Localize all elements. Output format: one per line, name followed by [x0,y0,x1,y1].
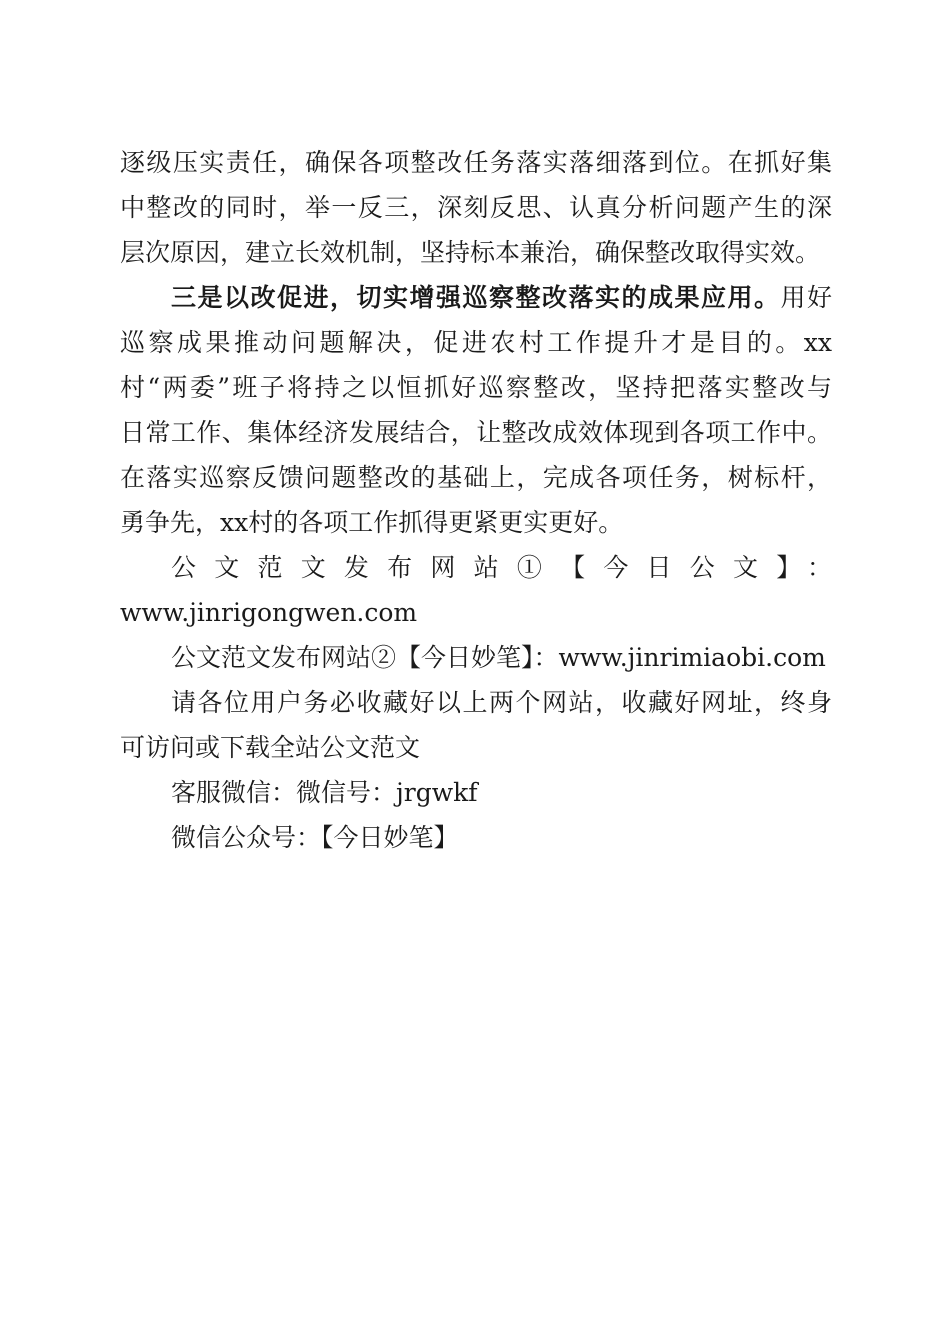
paragraph-heading: 三是以改促进，切实增强巡察整改落实的成果应用。 [171,283,781,312]
site1-label: 公文范文发布网站①【今日公文】： [171,553,832,582]
paragraph-line [120,275,832,320]
notice-line: 请各位用户务必收藏好以上两个网站，收藏好网址，终身 [171,688,832,717]
paragraph-line: 中整改的同时，举一反三，深刻反思、认真分析问题产生的深 [120,193,832,222]
wechat-service: 客服微信：微信号：jrgwkf [171,778,478,807]
paragraph-line: 在落实巡察反馈问题整改的基础上，完成各项任务，树标杆， [120,463,832,492]
notice-line: 可访问或下载全站公文范文 [120,733,421,762]
document-body [120,140,832,860]
paragraph-line: 村“两委”班子将持之以恒抓好巡察整改，坚持把落实整改与 [120,373,832,402]
paragraph-line: 逐级压实责任，确保各项整改任务落实落细落到位。在抓好集 [120,148,832,177]
site2-label: 公文范文发布网站②【今日妙笔】：www.jinrimiaobi.com [171,643,826,672]
paragraph-text: 用好 [780,283,832,312]
wechat-official: 微信公众号：【今日妙笔】 [171,823,459,852]
paragraph-line: 勇争先，xx村的各项工作抓得更紧更实更好。 [120,508,624,537]
paragraph-line: 巡察成果推动问题解决，促进农村工作提升才是目的。xx [120,328,832,357]
site1-url: www.jinrigongwen.com [120,598,418,627]
paragraph-line: 日常工作、集体经济发展结合，让整改成效体现到各项工作中。 [120,418,832,447]
paragraph-line: 层次原因，建立长效机制，坚持标本兼治，确保整改取得实效。 [120,238,821,267]
